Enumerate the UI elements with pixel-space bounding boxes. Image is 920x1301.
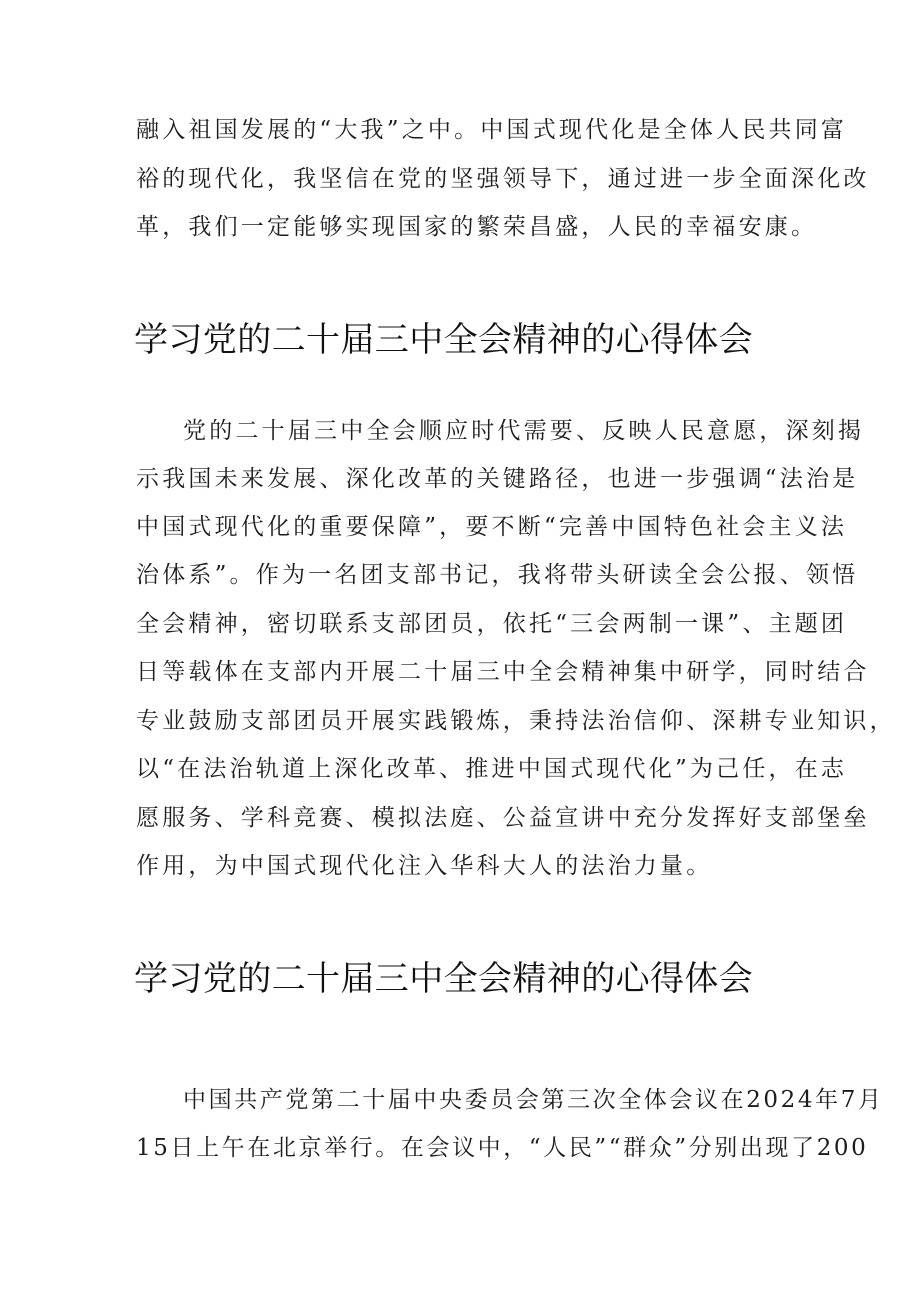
- paragraph-line: 15日上午在北京举行。在会议中，“人民”“群众”分别出现了200: [136, 1135, 869, 1161]
- section-heading: 学习党的二十届三中全会精神的心得体会: [134, 959, 754, 999]
- paragraph-line: 日等载体在支部内开展二十届三中全会精神集中研学，同时结合: [136, 659, 870, 685]
- section-heading: 学习党的二十届三中全会精神的心得体会: [134, 320, 754, 360]
- paragraph-line: 中国式现代化的重要保障”，要不断“完善中国特色社会主义法: [136, 514, 848, 540]
- paragraph-line: 示我国未来发展、深化改革的关键路径，也进一步强调“法治是: [136, 466, 859, 492]
- paragraph-line: 治体系”。作为一名团支部书记，我将带头研读全会公报、领悟: [136, 562, 859, 588]
- paragraph-line: 中国共产党第二十届中央委员会第三次全体会议在2024年7月: [183, 1087, 884, 1113]
- paragraph-line: 革，我们一定能够实现国家的繁荣昌盛，人民的幸福安康。: [136, 214, 818, 240]
- paragraph-line: 裕的现代化，我坚信在党的坚强领导下，通过进一步全面深化改: [136, 166, 870, 192]
- paragraph-line: 以“在法治轨道上深化改革、推进中国式现代化”为己任，在志: [136, 756, 848, 782]
- paragraph-line: 愿服务、学科竞赛、模拟法庭、公益宣讲中充分发挥好支部堡垒: [136, 805, 870, 831]
- paragraph-line: 党的二十届三中全会顺应时代需要、反映人民意愿，深刻揭: [183, 418, 865, 444]
- paragraph-line: 融入祖国发展的“大我”之中。中国式现代化是全体人民共同富: [136, 117, 848, 143]
- paragraph-line: 作用，为中国式现代化注入华科大人的法治力量。: [136, 853, 713, 879]
- paragraph-line: 全会精神，密切联系支部团员，依托“三会两制一课”、主题团: [136, 611, 848, 637]
- paragraph-line: 专业鼓励支部团员开展实践锻炼，秉持法治信仰、深耕专业知识，: [136, 708, 896, 734]
